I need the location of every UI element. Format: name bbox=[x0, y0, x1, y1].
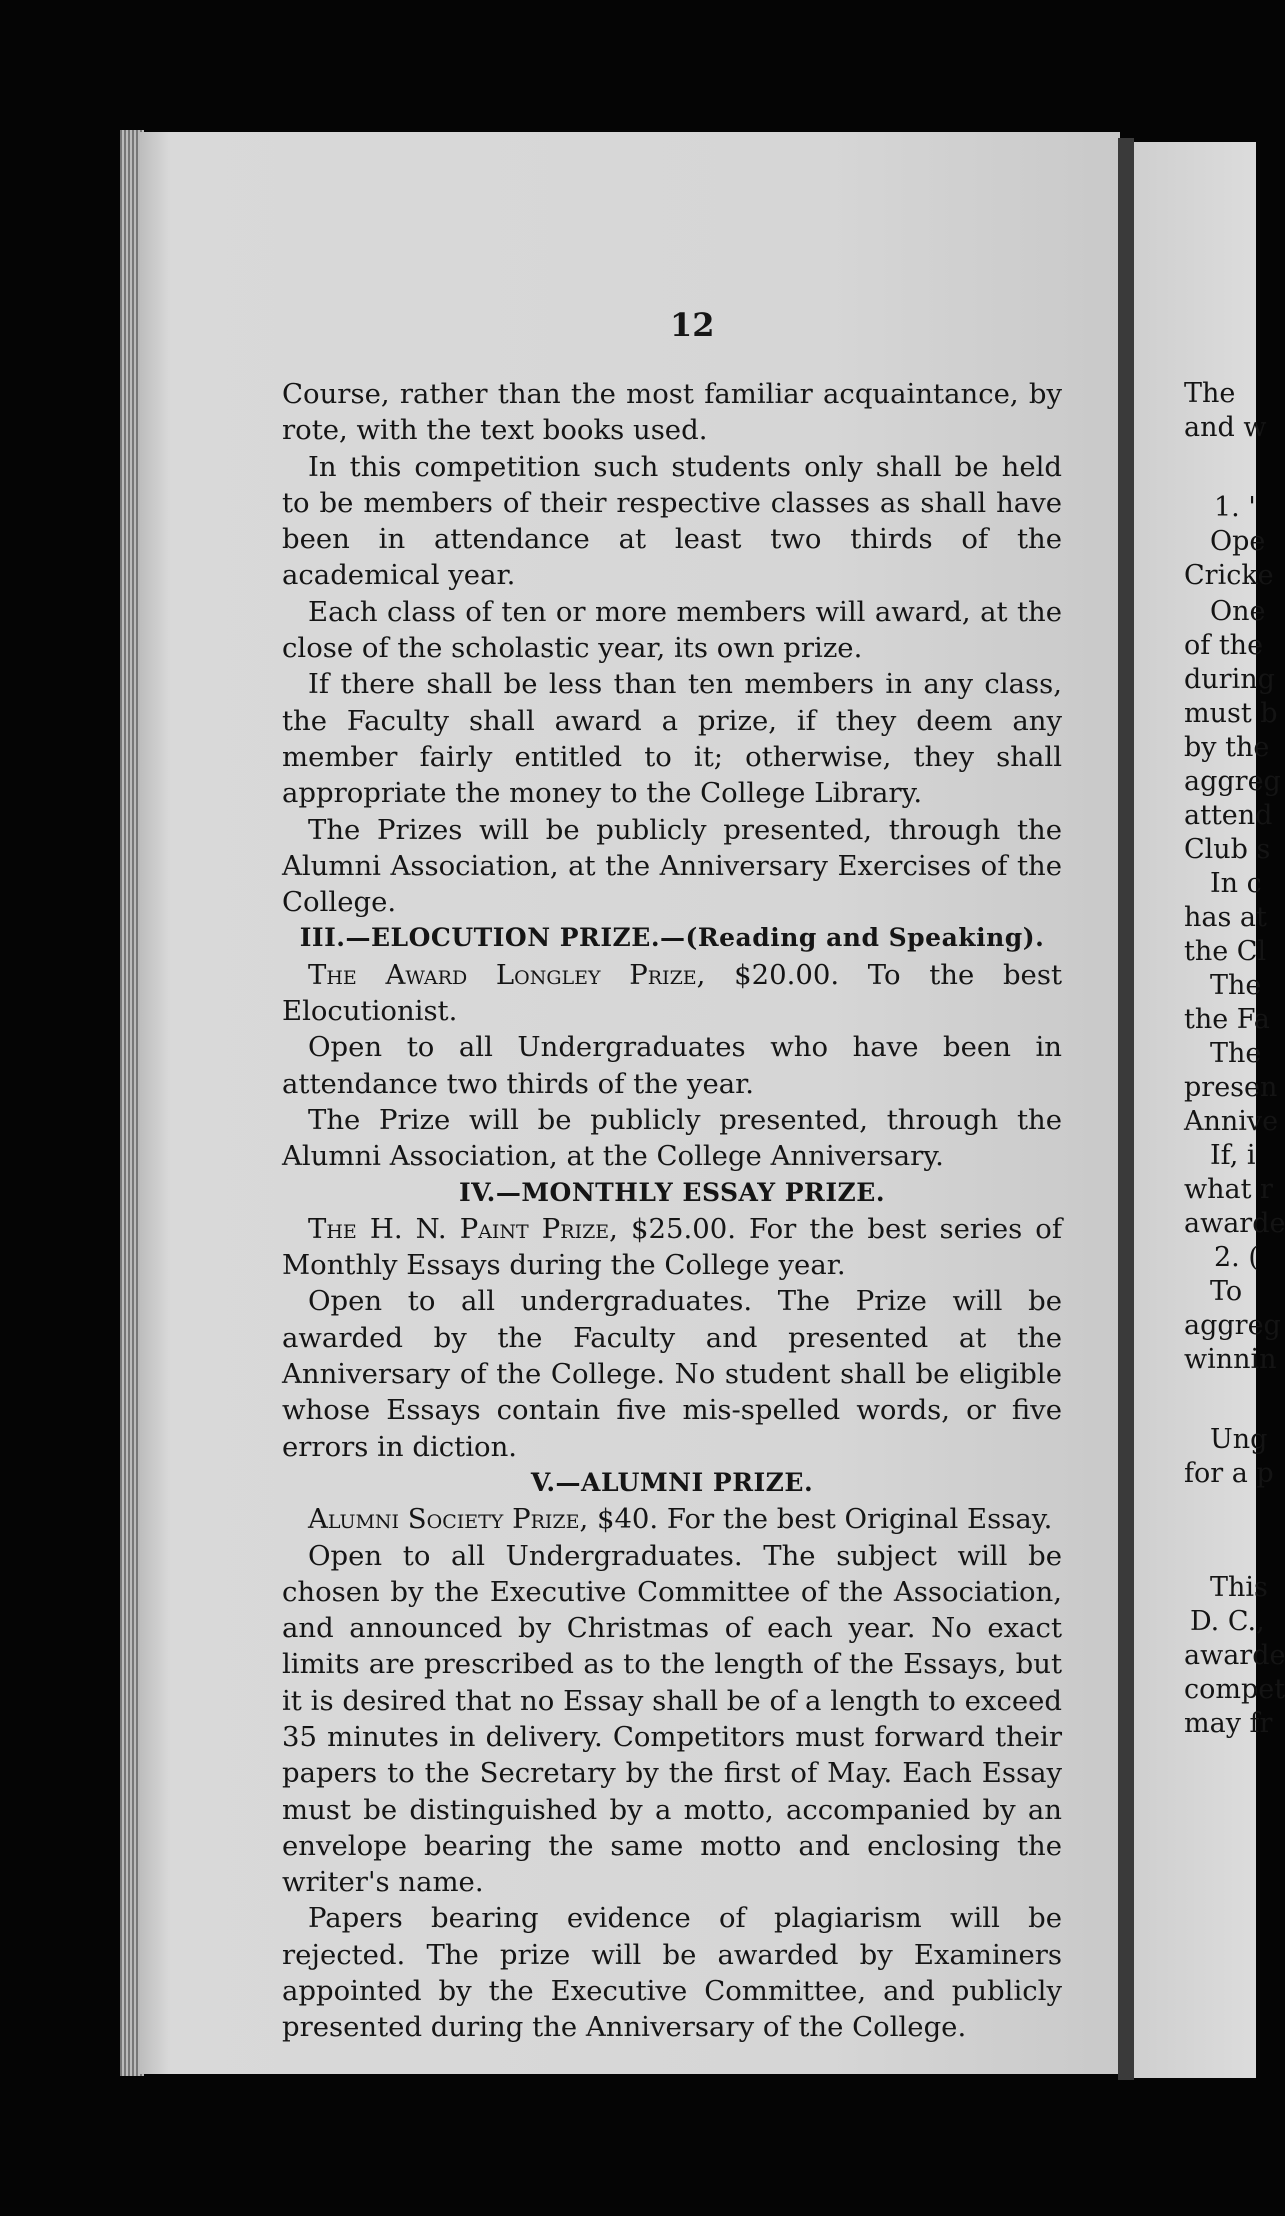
prize-paragraph bbox=[282, 1501, 1062, 1537]
prize-name: The H. N. Paint Prize, bbox=[308, 1212, 618, 1245]
right-fragment: The bbox=[1210, 970, 1262, 1001]
right-fragment: aggreg bbox=[1184, 1310, 1281, 1341]
right-page bbox=[1134, 142, 1285, 2078]
paragraph: If there shall be less than ten members in any class, the Faculty shall award a prize, if they deem any member fairly entitled to it; otherwise, they shall appropriate the money to the College Library. bbox=[282, 668, 1062, 810]
right-fragment: presen bbox=[1184, 1072, 1278, 1103]
right-fragment: 2. ( bbox=[1214, 1242, 1259, 1273]
section-heading: III.—ELOCUTION PRIZE.—(Reading and Speaking). bbox=[299, 923, 1045, 953]
paragraph: In this competition such students only shall be held to be members of their respective classes as shall have been in attendance at least two thirds of the academical year. bbox=[282, 450, 1062, 592]
prize-name: The Award Longley Prize, bbox=[308, 958, 706, 991]
prize-name: Alumni Society Prize, bbox=[308, 1503, 589, 1536]
right-fragment: what r bbox=[1184, 1174, 1273, 1205]
right-fragment: has at bbox=[1184, 902, 1267, 933]
right-fragment: for a p bbox=[1184, 1458, 1274, 1489]
right-fragment: of the bbox=[1184, 630, 1264, 661]
prize-description: $40. For the best Original Essay. bbox=[588, 1503, 1053, 1536]
paragraph: Open to all Undergraduates who have been in attendance two thirds of the year. bbox=[282, 1031, 1062, 1100]
paragraph: The Prize will be publicly presented, through the Alumni Association, at the College Anniversary. bbox=[282, 1103, 1062, 1173]
right-fragment: This bbox=[1210, 1572, 1268, 1603]
page-number: 12 bbox=[670, 306, 715, 344]
right-fragment: The bbox=[1210, 1038, 1262, 1069]
right-fragment: may fr bbox=[1184, 1708, 1273, 1739]
right-fragment: attend bbox=[1184, 800, 1273, 831]
book-gutter bbox=[1118, 138, 1134, 2080]
right-fragment: compet bbox=[1184, 1674, 1285, 1705]
prize-paragraph bbox=[282, 1211, 1062, 1284]
right-fragment: Annive bbox=[1184, 1106, 1279, 1137]
paragraph: Open to all Undergraduates. The subject will be chosen by the Executive Committee of the Association, and announced by Christmas of each year. No exact limits are prescribed as to the length of the Essays, but it is desired that no Essay shall be of a length to exceed 35 minutes in delivery. Competitors must forward their papers to the Secretary by the first of May. Each Essay must be distinguished by a motto, accompanied by an envelope bearing the same motto and enclosing the writer's name. bbox=[282, 1539, 1062, 1899]
prize-description: $20.00. To the best Elocutionist. bbox=[282, 958, 1062, 1028]
right-fragment: In c bbox=[1210, 868, 1262, 899]
page-body bbox=[282, 376, 1062, 2046]
paragraph: Course, rather than the most familiar acquaintance, by rote, with the text books used. bbox=[282, 378, 1062, 447]
paragraph: Papers bearing evidence of plagiarism will be rejected. The prize will be awarded by Examiners appointed by the Executive Committee, and publicly presented during the Anniversary of the College. bbox=[282, 1902, 1062, 2044]
right-fragment: by the bbox=[1184, 732, 1270, 763]
right-fragment: the Fa bbox=[1184, 1004, 1270, 1035]
right-fragment: Ope bbox=[1210, 526, 1266, 557]
right-fragment: awarde bbox=[1184, 1208, 1285, 1239]
right-fragment: 1. ' bbox=[1214, 492, 1256, 523]
right-fragment: Ung bbox=[1210, 1424, 1268, 1455]
section-heading: IV.—MONTHLY ESSAY PRIZE. bbox=[458, 1177, 886, 1207]
right-fragment: and w bbox=[1184, 412, 1267, 443]
right-fragment: To bbox=[1210, 1276, 1243, 1307]
right-fragment: One bbox=[1210, 596, 1266, 627]
prize-paragraph bbox=[282, 957, 1062, 1030]
right-fragment: Cricke bbox=[1184, 560, 1274, 591]
right-fragment: The bbox=[1184, 378, 1236, 409]
right-fragment: If, i bbox=[1210, 1140, 1256, 1171]
right-fragment: D. C., bbox=[1190, 1606, 1265, 1637]
right-fragment: during bbox=[1184, 664, 1275, 695]
right-fragment: the Cl bbox=[1184, 936, 1267, 967]
right-fragment: awarde bbox=[1184, 1640, 1285, 1671]
right-fragment: winnin bbox=[1184, 1344, 1277, 1375]
paragraph: Open to all undergraduates. The Prize will be awarded by the Faculty and presented at the Anniversary of the College. No student shall be eligible whose Essays contain five mis-spelled words, or five errors in diction. bbox=[282, 1285, 1062, 1463]
right-fragment: must b bbox=[1184, 698, 1278, 729]
paragraph: Each class of ten or more members will award, at the close of the scholastic year, its own prize. bbox=[282, 595, 1062, 665]
right-fragment: Club s bbox=[1184, 834, 1271, 865]
right-fragment: aggreg bbox=[1184, 766, 1281, 797]
paragraph: The Prizes will be publicly presented, through the Alumni Association, at the Anniversary Exercises of the College. bbox=[282, 813, 1062, 919]
section-heading: V.—ALUMNI PRIZE. bbox=[530, 1467, 814, 1497]
prize-description: $25.00. For the best series of Monthly Essays during the College year. bbox=[282, 1212, 1062, 1282]
